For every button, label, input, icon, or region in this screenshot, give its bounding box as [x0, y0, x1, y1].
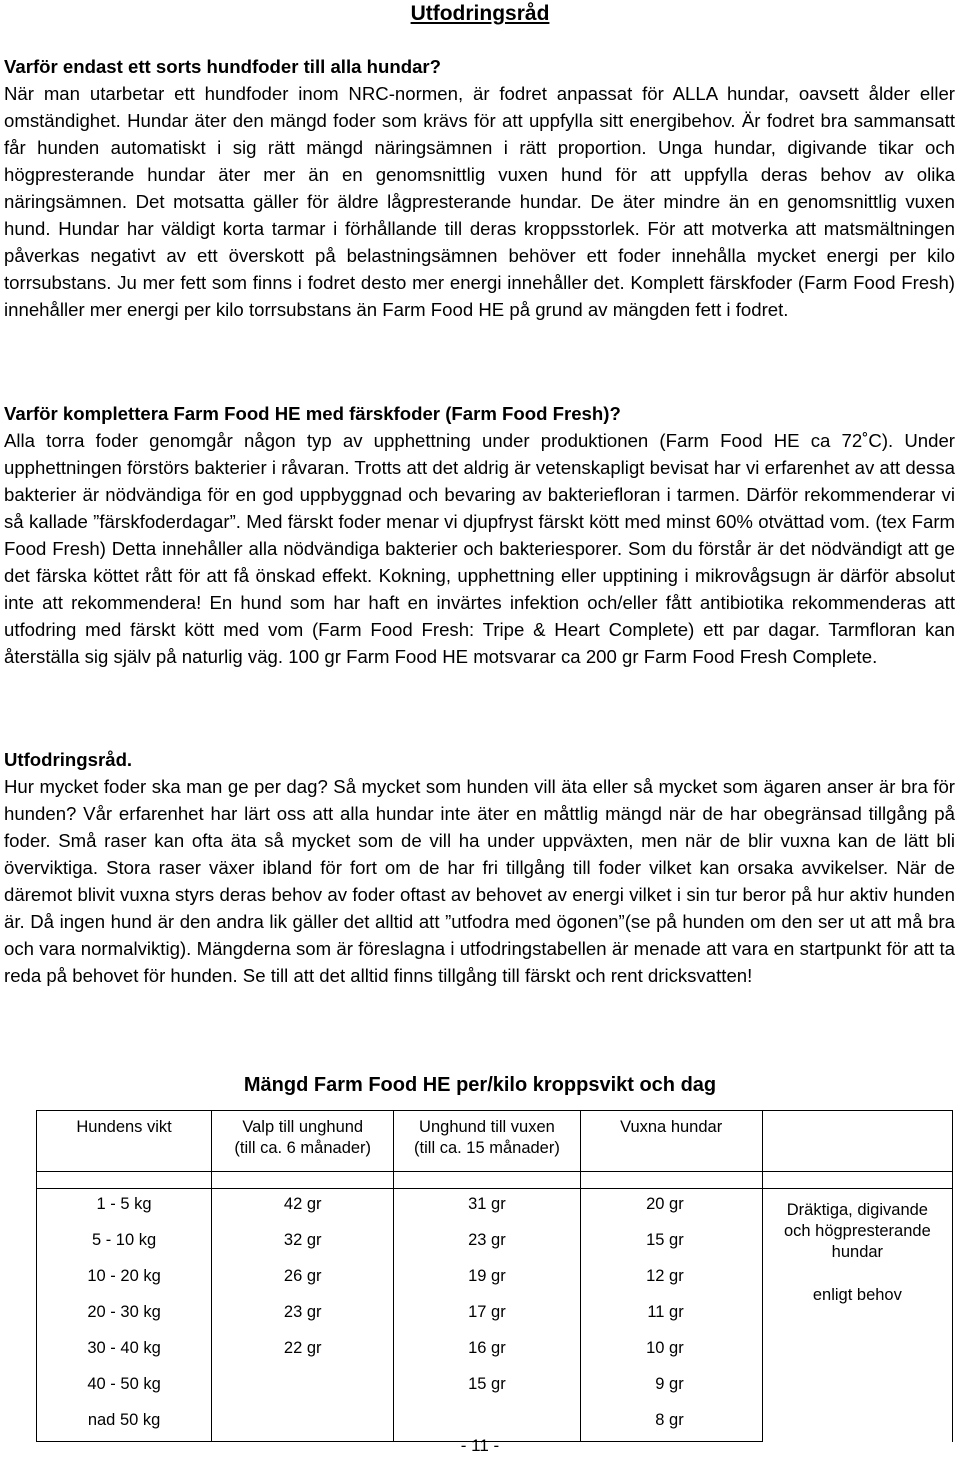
cell-unghund: 15 gr [394, 1369, 580, 1405]
table-row [37, 1189, 953, 1226]
cell-weight: 1 - 5 kg [37, 1189, 212, 1226]
cell-unghund: 19 gr [394, 1261, 580, 1297]
spacer-cell [580, 1172, 762, 1189]
cell-valp [212, 1369, 394, 1405]
cell-valp: 22 gr [212, 1333, 394, 1369]
section-body: När man utarbetar ett hundfoder inom NRC-normen, är fodret anpassat för ALLA hundar, oavsett ålder eller omständighet. Hundar äter den mängd foder som krävs för att uppfylla sitt energibehov. Är fodret bra sammansatt får hunden automatiskt i sig rätt mängd näringsämnen i rätt proportion. Unga hundar, digivande tikar och högpresterande hundar äter mer än en genomsnittlig vuxen hund för att uppfylla deras behov av olika näringsämnen. Det motsatta gäller för äldre lågpresterande hundar. De äter mindre än en genomsnittlig vuxen hund. Hundar har väldigt korta tarmar i förhållande till deras kroppsstorlek. För att motverka att matsmältningen påverkas negativt av ett överskott på belastningsämnen behöver ett foder innehålla mycket energi per kilo torrsubstans. Ju mer fett som finns i fodret desto mer energi innehåller det. Komplett färskfoder (Farm Food Fresh) innehåller mer energi per kilo torrsubstans än Farm Food HE på grund av mängden fett i fodret. [4, 83, 955, 320]
header-weight: Hundens vikt [37, 1111, 212, 1172]
note-line: och högpresterande [783, 1222, 931, 1240]
cell-valp: 26 gr [212, 1261, 394, 1297]
cell-weight: 40 - 50 kg [37, 1369, 212, 1405]
page-title: Utfodringsråd [410, 2, 550, 25]
cell-vuxna: 10 gr [580, 1333, 762, 1369]
note-line: enligt behov [812, 1286, 902, 1304]
section-why-complement [4, 400, 955, 670]
header-valp [212, 1111, 394, 1172]
cell-valp: 32 gr [212, 1225, 394, 1261]
cell-unghund: 23 gr [394, 1225, 580, 1261]
cell-weight: 5 - 10 kg [37, 1225, 212, 1261]
section-body: Hur mycket foder ska man ge per dag? Så mycket som hunden vill äta eller så mycket som ägaren anser är bra för hunden? Vår erfarenhet har lärt oss att alla hundar inte äter en måttlig mängd när de har obegränsad tillgång på foder. Små raser kan ofta äta så mycket som de vill ha under uppväxten, men när de blir vuxna kan de lätt bli överviktiga. Stora raser växer ibland för fort om de har fri tillgång till foder vilket kan orsaka avvikelser. När de däremot blivit vuxna styrs deras behov av foder oftast av behovet av energi vilket i sin tur beror på hur aktiv hunden är. Då ingen hund är den andra lik gäller det alltid att ”utfodra med ögonen”(se på hunden om den ser ut att må bra och vara normalviktig). Mängderna som är föreslagna i utfodringstabellen är menade att vara en startpunkt för att ta reda på behovet för hunden. Se till att det alltid finns tillgång till färskt och rent dricksvatten! [4, 776, 955, 986]
section-heading: Utfodringsråd. [4, 749, 133, 770]
header-ung-line2: (till ca. 15 månader) [414, 1139, 560, 1157]
cell-unghund: 31 gr [394, 1189, 580, 1226]
section-heading: Varför endast ett sorts hundfoder till alla hundar? [4, 56, 442, 77]
header-valp-line2: (till ca. 6 månader) [234, 1139, 372, 1157]
spacer-cell [37, 1172, 212, 1189]
spacer-cell [762, 1172, 952, 1189]
section-feeding-advice [4, 746, 955, 989]
header-valp-line1: Valp till unghund [242, 1118, 364, 1136]
header-ung-line1: Unghund till vuxen [419, 1118, 555, 1136]
cell-vuxna: 20 gr [580, 1189, 762, 1226]
cell-valp: 23 gr [212, 1297, 394, 1333]
cell-weight: 20 - 30 kg [37, 1297, 212, 1333]
header-unghund [394, 1111, 580, 1172]
section-body: Alla torra foder genomgår någon typ av upphettning under produktionen (Farm Food HE ca 72˚C). Under upphettningen förstörs bakterier i råvaran. Trotts att det aldrig är vetenskapligt bevisat har vi erfarenhet av att dessa bakterier är nödvändiga för en god uppbyggnad och bevaring av bakteriefloran i tarmen. Därför rekommenderar vi så kallade ”färskfoderdagar”. Med färskt foder menar vi djupfryst färskt kött med minst 60% otvättad vom. (tex Farm Food Fresh) Detta innehåller alla nödvändiga bakterier och bakteriesporer. Som du förstår är det nödvändigt att ge det färska köttet rått för att få önskad effekt. Kokning, upphettning eller upptining i mikrovågsugn är därför absolut inte att rekommendera! En hund som har haft en invärtes infektion och/eller fått antibiotika rekommenderas att utfodring med färskt kött med vom (Farm Food Fresh: Tripe & Heart Complete) ett par dagar. Tarmfloran kan återställa sig själv på naturlig väg. 100 gr Farm Food HE motsvarar ca 200 gr Farm Food Fresh Complete. [4, 430, 955, 667]
header-empty [762, 1111, 952, 1172]
cell-vuxna: 8 gr [580, 1405, 762, 1442]
table-header-row [37, 1111, 953, 1172]
cell-weight: 30 - 40 kg [37, 1333, 212, 1369]
section-heading: Varför komplettera Farm Food HE med färskfoder (Farm Food Fresh)? [4, 403, 621, 424]
cell-note [762, 1189, 952, 1442]
note-line: hundar [831, 1243, 884, 1261]
page-number: - 11 - [460, 1436, 500, 1455]
cell-vuxna: 15 gr [580, 1225, 762, 1261]
spacer-cell [212, 1172, 394, 1189]
header-vuxna: Vuxna hundar [580, 1111, 762, 1172]
cell-vuxna: 12 gr [580, 1261, 762, 1297]
spacer-cell [394, 1172, 580, 1189]
cell-unghund: 16 gr [394, 1333, 580, 1369]
cell-vuxna: 9 gr [580, 1369, 762, 1405]
note-line: Dräktiga, digivande [786, 1201, 928, 1219]
cell-weight: nad 50 kg [37, 1405, 212, 1442]
feeding-table [36, 1110, 953, 1442]
cell-weight: 10 - 20 kg [37, 1261, 212, 1297]
cell-valp: 42 gr [212, 1189, 394, 1226]
table-spacer-row [37, 1172, 953, 1189]
cell-unghund: 17 gr [394, 1297, 580, 1333]
table-title: Mängd Farm Food HE per/kilo kroppsvikt och dag [243, 1074, 717, 1096]
cell-vuxna: 11 gr [580, 1297, 762, 1333]
section-why-one-food [4, 53, 955, 323]
